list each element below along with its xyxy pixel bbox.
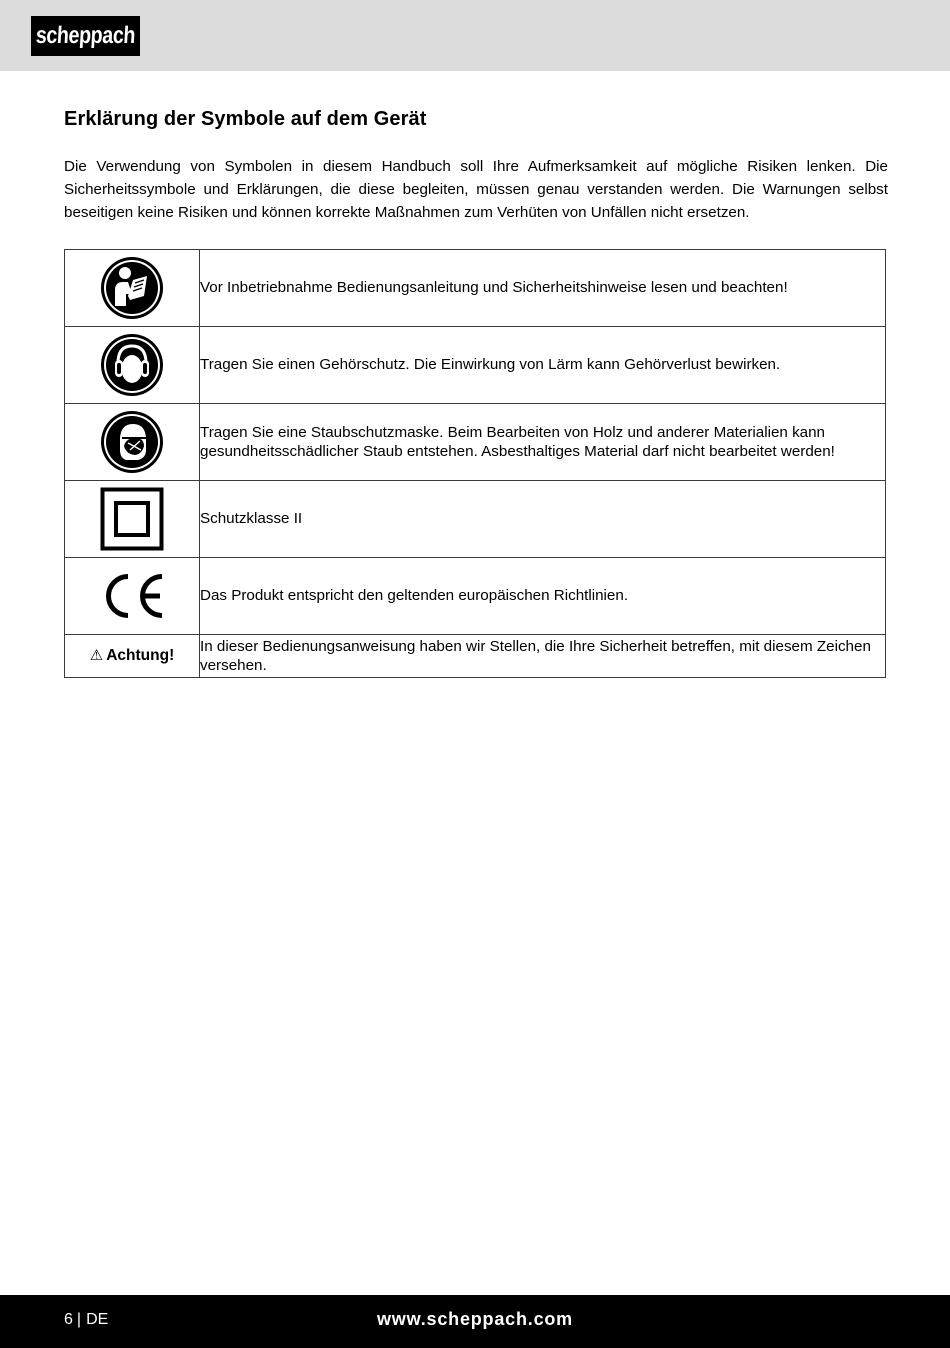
table-row — [65, 250, 886, 327]
table-row — [65, 558, 886, 635]
icon-cell — [65, 250, 200, 327]
intro-paragraph: Die Verwendung von Symbolen in diesem Handbuch soll Ihre Aufmerksamkeit auf mögliche Risiken lenken. Die Sicherheitssymbole und Erklärungen, die diese begleiten, müssen genau verstanden werden. Die Warnungen selbst beseitigen keine Risiken und können korrekte Maßnahmen zum Verhüten von Unfällen nicht ersetzen. — [64, 158, 888, 221]
ce-mark-icon — [99, 572, 165, 620]
description-cell: Tragen Sie eine Staubschutzmaske. Beim Bearbeiten von Holz und anderer Materialien kann gesundheitsschädlicher Staub entstehen. Asbesthaltiges Material darf nicht bearbeitet werden! — [200, 404, 886, 481]
description-cell: In dieser Bedienungsanweisung haben wir Stellen, die Ihre Sicherheit betreffen, mit diesem Zeichen versehen. — [200, 635, 886, 678]
header-bar — [0, 0, 950, 71]
ear-protection-icon — [100, 333, 164, 397]
dust-mask-icon — [100, 410, 164, 474]
footer-bar — [0, 1295, 950, 1348]
scheppach-logo — [31, 16, 140, 56]
table-row — [65, 635, 886, 678]
description-cell: Das Produkt entspricht den geltenden europäischen Richtlinien. — [200, 558, 886, 635]
table-row — [65, 404, 886, 481]
table-row — [65, 327, 886, 404]
achtung-text: Achtung! — [106, 647, 175, 665]
website-link[interactable]: www.scheppach.com — [377, 1309, 573, 1329]
icon-cell — [65, 558, 200, 635]
description-cell: Schutzklasse II — [200, 481, 886, 558]
section-title: Erklärung der Symbole auf dem Gerät — [64, 108, 427, 130]
protection-class-ii-icon — [100, 487, 164, 551]
icon-cell — [65, 481, 200, 558]
brand-name: scheppach — [35, 22, 136, 49]
symbols-table — [64, 249, 886, 678]
icon-cell — [65, 327, 200, 404]
language-code: DE — [86, 1311, 109, 1328]
page-number: 6 — [64, 1311, 73, 1328]
description-cell: Vor Inbetriebnahme Bedienungsanleitung und Sicherheitshinweise lesen und beachten! — [200, 250, 886, 327]
icon-cell — [65, 635, 200, 678]
description-cell: Tragen Sie einen Gehörschutz. Die Einwirkung von Lärm kann Gehörverlust bewirken. — [200, 327, 886, 404]
table-row — [65, 481, 886, 558]
warning-triangle-icon: ⚠ — [89, 647, 104, 665]
icon-cell — [65, 404, 200, 481]
read-manual-icon — [100, 256, 164, 320]
separator: | — [76, 1311, 82, 1328]
warning-label — [90, 647, 174, 664]
